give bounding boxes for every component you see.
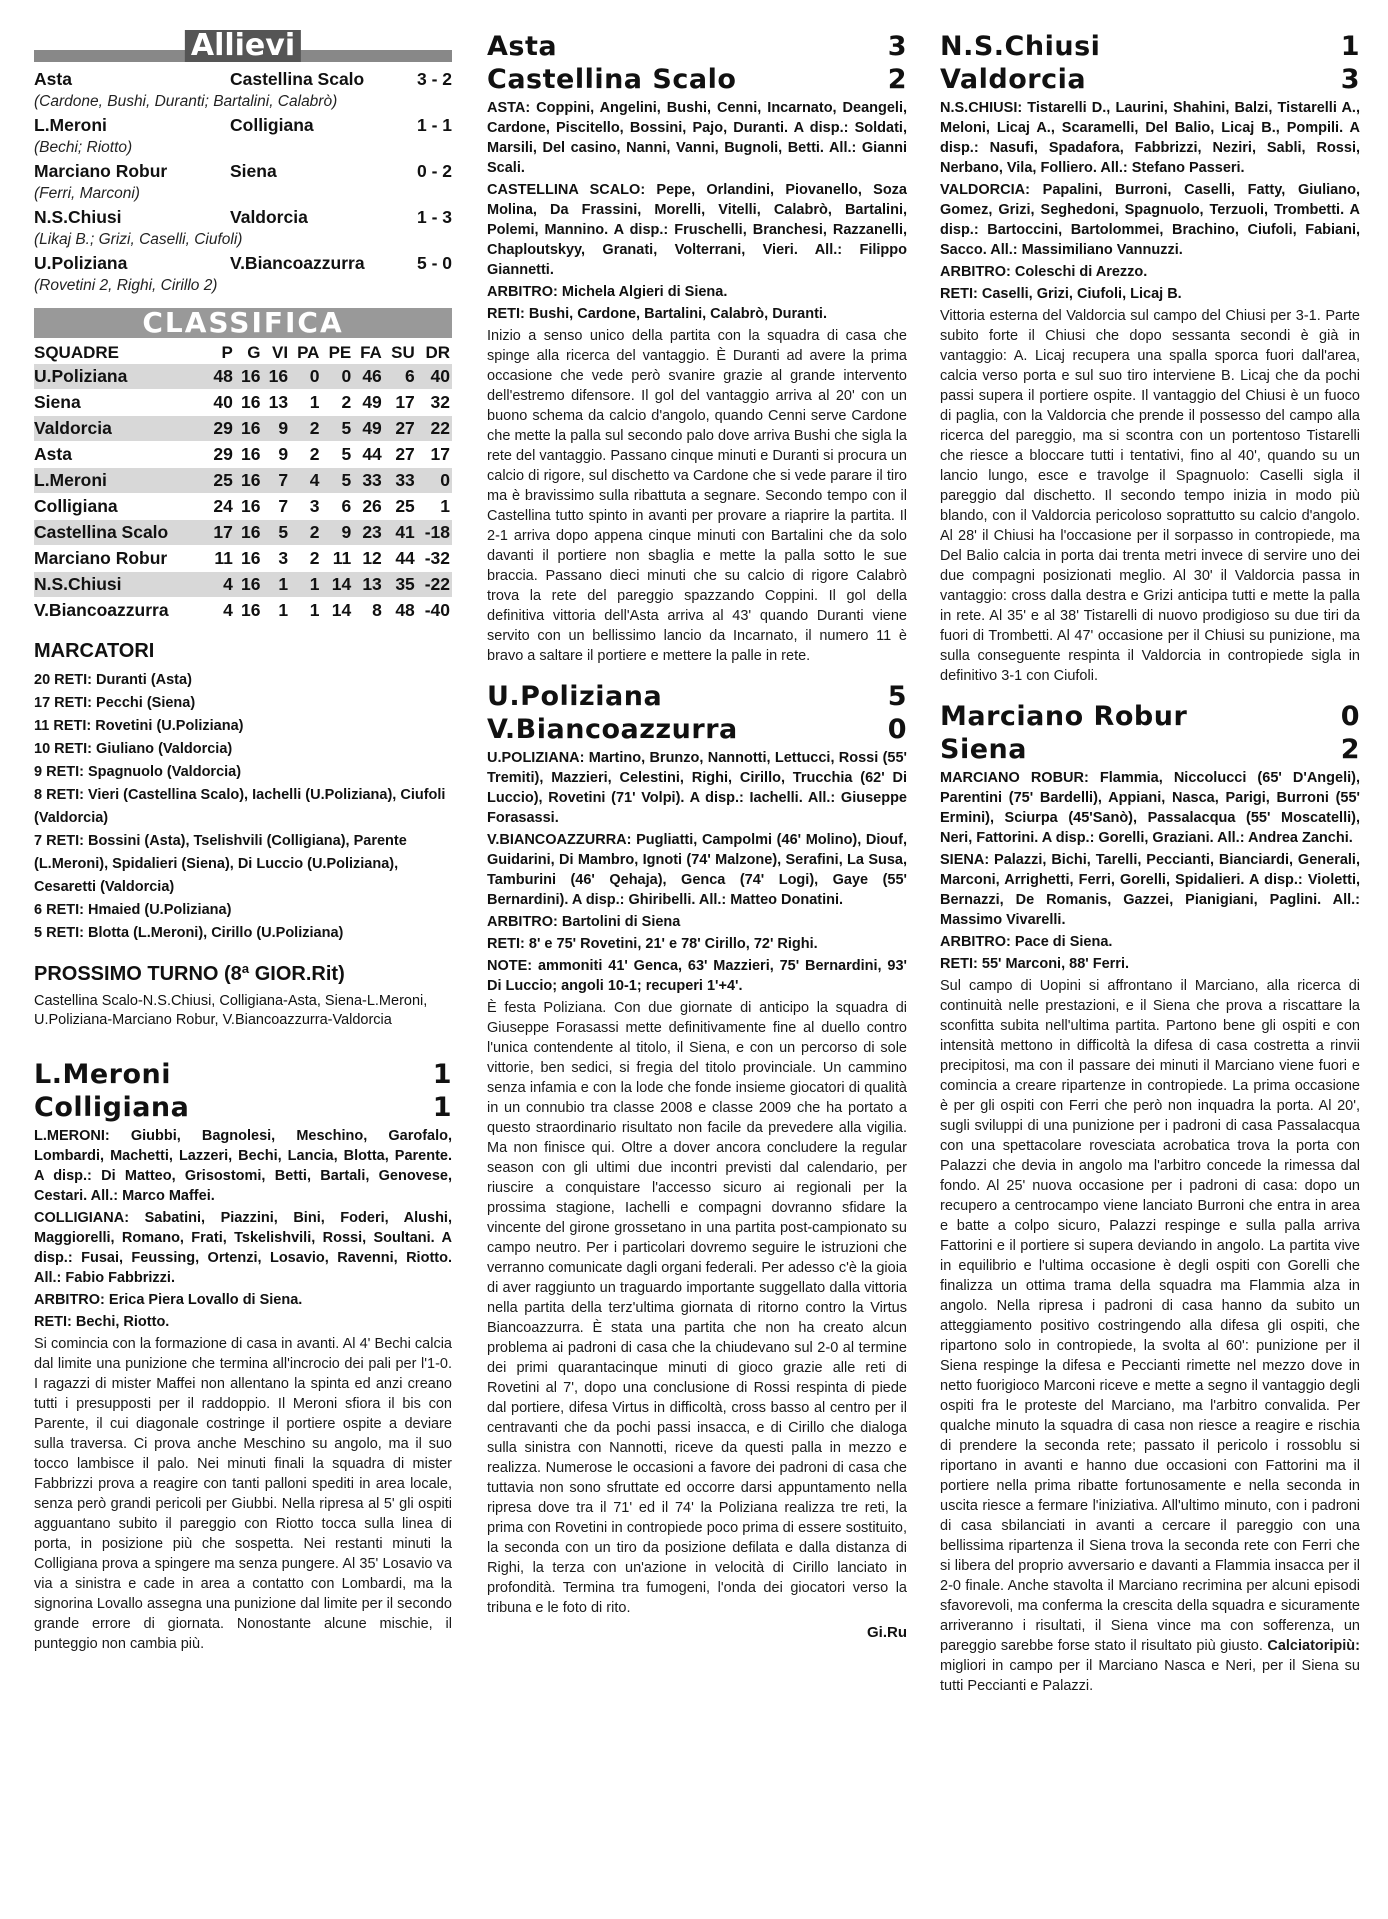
classifica-header-cell: PA: [297, 343, 320, 362]
table-cell: 44: [353, 442, 384, 468]
referee: ARBITRO: Michela Algieri di Siena.: [487, 284, 728, 300]
table-cell: 5: [262, 520, 290, 546]
table-cell: 16: [235, 468, 263, 494]
away-team-name: Colligiana: [34, 1092, 190, 1123]
table-cell: 40: [207, 390, 235, 416]
match-body: [940, 976, 1360, 1696]
goals: RETI: Caselli, Grizi, Ciufoli, Licaj B.: [940, 286, 1182, 302]
match-report-asta: [487, 30, 907, 666]
match-body-text: Sul campo di Uopini si affrontano il Marciano, alla ricerca di continuità nelle prestazioni, e il Siena che prova a riscattare la sconfitta subita nell'ultima partita. Partono bene gli ospiti e con intensità mettono in difficoltà la difesa di casa costretta a rinvii precipitosi, ma con il passare dei minuti il Marciano viene fuori e comincia a creare ripartenze in contropiede. La prima occasione è per gli ospiti con Ferri che però non inquadra la porta. Al 20', sugli sviluppi di una punizione per i padroni di casa Passalacqua con una spettacolare rovesciata acrobatica trova la porta con Palazzi che devia in angolo ma l'arbitro concede la rimessa dal fondo. Al 25' nuova occasione per i padroni di casa: dopo un recupero a centrocampo viene lanciato Burroni che entra in area e batte a colpo sicuro, Palazzi respinge e sulla palla arriva Fattorini e il portiere si supera deviando in angolo. La partita vive in equilibrio e l'ultima occasione è degli ospiti con Gorelli che finalizza un ottima trama della squadra ma Flammia alza in angolo. Nella ripresa i padroni di casa hanno da subito un atteggiamento positivo costringendo alla difesa gli ospiti, che ripartono solo in contropiede, la svolta al 60': punizione per il Siena respinge la difesa e Peccianti rimette nel mezzo dove in netto fuorigioco Marconi riceve e mette a segno il vantaggio degli ospiti fra le proteste del Marciano, ma l'arbitro convalida. Per qualche minuto la squadra di casa non riesce a reagire e rischia di prendere la seconda rete; passato il pericolo i rossoblu si riportano in avanti e hanno due occasioni con Fattorini ma il portiere nella prima ribatte fortunosamente e nella seconda in uscita riesce a fermare l'iniziativa. All'ultimo minuto, con i padroni di casa sbilanciati in avanti a cercare il pareggio con una bellissima ripartenza il Siena trova la seconda rete con Ferri che si libera del proprio avversario e davanti a Flammia insacca per il 2-0 finale. Anche stavolta il Marciano recrimina per alcuni episodi sfavorevoli, ma conferma la crescita della squadra e sicuramente arriveranno i risultati, il Siena vince ma con sofferenza, un pareggio sarebbe forse stato il risultato più giusto.: [940, 978, 1360, 1654]
table-cell: 27: [384, 416, 417, 442]
score: 1 - 1: [416, 115, 452, 135]
table-row: [34, 416, 452, 442]
home-team-score: 0: [1340, 701, 1360, 732]
away-team: Siena: [230, 161, 277, 181]
table-cell: 5: [321, 416, 353, 442]
away-team: Colligiana: [230, 115, 314, 135]
table-cell: 40: [417, 364, 452, 390]
away-team-row: [940, 733, 1360, 766]
away-team-name: Siena: [940, 734, 1027, 765]
table-cell: 17: [417, 442, 452, 468]
home-team: N.S.Chiusi: [34, 207, 122, 227]
away-team: Castellina Scalo: [230, 69, 365, 89]
away-team-name: Castellina Scalo: [487, 64, 737, 95]
home-team-score: 5: [887, 681, 907, 712]
away-team-row: [940, 63, 1360, 96]
match-body: [940, 306, 1360, 686]
home-team-row: [487, 30, 907, 63]
table-cell: 4: [207, 572, 235, 598]
match-body: [487, 998, 907, 1618]
home-team-row: [487, 680, 907, 713]
table-cell: -18: [417, 520, 452, 546]
table-cell: 16: [235, 546, 263, 572]
table-cell: 6: [384, 364, 417, 390]
away-team: V.Biancoazzurra: [230, 253, 365, 273]
classifica-header-cell: DR: [425, 343, 450, 362]
marcatori-line: 11 RETI: Rovetini (U.Poliziana): [34, 718, 244, 734]
result-row: [34, 114, 452, 137]
table-cell: 3: [262, 546, 290, 572]
result-row: [34, 252, 452, 275]
table-cell: 16: [235, 520, 263, 546]
table-cell: 7: [262, 468, 290, 494]
results-list: [34, 68, 452, 296]
table-cell: 24: [207, 494, 235, 520]
marcatori-line: 10 RETI: Giuliano (Valdorcia): [34, 741, 233, 757]
result-scorers: (Cardone, Bushi, Duranti; Bartalini, Calabrò): [34, 93, 338, 110]
table-cell: Colligiana: [34, 494, 207, 520]
home-lineup: U.POLIZIANA: Martino, Brunzo, Nannotti, Lettucci, Rossi (55' Tremiti), Mazzieri, Celestini, Righi, Cirillo, Trucchia (62' Di Luccio), Rovetini (71' Volpi). A disp.: Iachelli. All.: Giuseppe Forasassi.: [487, 750, 907, 826]
result-row: [34, 206, 452, 229]
table-cell: 27: [384, 442, 417, 468]
classifica-table: [34, 342, 452, 624]
table-cell: 2: [290, 416, 321, 442]
table-cell: 48: [384, 598, 417, 624]
table-row: [34, 546, 452, 572]
match-body-text: Vittoria esterna del Valdorcia sul campo del Chiusi per 3-1. Parte subito forte il Chiusi che dopo sessanta secondi è già in vantaggio: A. Licaj recupera una spalla sporca fuori dall'area, calcia verso porta e sul suo tiro interviene B. Licaj che da pochi passi supera il portiere ospite. Il vantaggio del Chiusi è un fuoco di paglia, con la Valdorcia che prende il possesso del campo alla ricerca del pareggio, ma si scontra con un portentoso Tistarelli che riesce a bloccare tutti i tentativi, fino al 40', quando su un lancio lungo, esce e travolge il Spagnuolo: Caselli sigla il pareggio dal dischetto. Il secondo tempo inizia in modo più blando, con il Valdorcia pericoloso soprattutto su calcio d'angolo. Al 28' il Chiusi ha l'occasione per il sorpasso in contropiede, ma Del Balio calcia in porta dai trenta metri invece di servire uno dei due compagni posizionati meglio. Al 30' il Valdorcia passa in vantaggio: cross dalla destra e Grizi anticipa tutti e mette la palla in rete. Al 35' e al 38' Tistarelli di nuovo prodigioso su due tiri da fuori di Trombetti. Al 47' occasione per il Chiusi su punizione, ma sulla conseguente respinta il Valdorcia in contropiede sigla in definitivo 3-1 con Ciufoli.: [940, 308, 1360, 684]
score: 0 - 2: [416, 161, 452, 181]
away-team-score: 2: [1340, 734, 1360, 765]
table-cell: 25: [384, 494, 417, 520]
allievi-title: Allievi: [185, 30, 301, 62]
table-cell: 1: [290, 390, 321, 416]
home-team-row: [940, 30, 1360, 63]
classifica-header-row: [34, 342, 452, 364]
table-row: [34, 598, 452, 624]
table-cell: 4: [290, 468, 321, 494]
table-cell: 35: [384, 572, 417, 598]
referee: ARBITRO: Pace di Siena.: [940, 934, 1113, 950]
result-scorers: (Rovetini 2, Righi, Cirillo 2): [34, 277, 218, 294]
table-cell: 16: [235, 364, 263, 390]
home-team: U.Poliziana: [34, 253, 128, 273]
table-cell: 12: [353, 546, 384, 572]
table-cell: 5: [321, 442, 353, 468]
table-cell: L.Meroni: [34, 468, 207, 494]
table-cell: 1: [290, 572, 321, 598]
table-cell: 16: [235, 598, 263, 624]
home-team: Marciano Robur: [34, 161, 168, 181]
home-lineup: N.S.CHIUSI: Tistarelli D., Laurini, Shahini, Balzi, Tistarelli A., Meloni, Licaj A., Scaramelli, Del Balio, Licaj B., Pompili. A disp.: Nasufi, Spadafora, Fabbrizzi, Neziri, Sabli, Rossi, Nerbano, Vila, Folliero. All.: Stefano Passeri.: [940, 100, 1360, 176]
table-cell: 13: [353, 572, 384, 598]
classifica-header-cell: SQUADRE: [34, 343, 120, 362]
away-team-name: Valdorcia: [940, 64, 1087, 95]
column-right: [940, 30, 1360, 1710]
marcatori-line: 9 RETI: Spagnuolo (Valdorcia): [34, 764, 242, 780]
table-cell: Valdorcia: [34, 416, 207, 442]
table-cell: 9: [262, 416, 290, 442]
marcatori-line: 17 RETI: Pecchi (Siena): [34, 695, 196, 711]
table-cell: 0: [290, 364, 321, 390]
classifica-header-cell: G: [247, 343, 261, 362]
table-cell: 14: [321, 572, 353, 598]
home-team-name: L.Meroni: [34, 1059, 171, 1090]
match-body: [34, 1334, 452, 1654]
table-cell: -40: [417, 598, 452, 624]
home-team: Asta: [34, 69, 72, 89]
table-cell: 16: [235, 390, 263, 416]
table-cell: 41: [384, 520, 417, 546]
home-team-name: Marciano Robur: [940, 701, 1188, 732]
prossimo-turno-text: Castellina Scalo-N.S.Chiusi, Colligiana-Asta, Siena-L.Meroni, U.Poliziana-Marciano Robur, V.Biancoazzurra-Valdorcia: [34, 993, 428, 1028]
match-body-text: Si comincia con la formazione di casa in avanti. Al 4' Bechi calcia dal limite una punizione che termina all'incrocio dei pali per l'1-0. I ragazzi di mister Maffei non allentano la spinta ed anzi creano tutti i presupposti per il raddoppio. Il Meroni sfiora il bis con Parente, il cui diagonale costringe il portiere ospite a deviare sulla traversa. Ci prova anche Meschino su angolo, ma il suo tocco lambisce il palo. Nei minuti finali la squadra di mister Fabbrizzi prova a reagire con tanti palloni spediti in area locale, senza però grandi pericoli per Giubbi. Nella ripresa al 5' gli ospiti agguantano subito il pareggio con Riotto tocca sulla linea di porta, in posizione più che sospetta. Nei restanti minuti la Colligiana prova a spingere ma senza pungere. Al 35' Losavio va via a sinistra e cade in area a contatto con Lombardi, ma la signorina Lovallo assegna una punizione dal limite per il secondo grande errore di giornata. Nonostante alcune mischie, il punteggio non cambia più.: [34, 1336, 452, 1652]
marcatori-title: MARCATORI: [34, 640, 155, 662]
result-scorers: (Bechi; Riotto): [34, 139, 133, 156]
home-team-name: U.Poliziana: [487, 681, 663, 712]
table-cell: 48: [207, 364, 235, 390]
score: 3 - 2: [416, 69, 452, 89]
table-cell: 17: [384, 390, 417, 416]
table-cell: 0: [321, 364, 353, 390]
table-cell: 16: [235, 494, 263, 520]
column-left: [34, 30, 452, 1668]
author-signature: Gi.Ru: [867, 1624, 907, 1641]
table-cell: 33: [384, 468, 417, 494]
away-team-name: V.Biancoazzurra: [487, 714, 738, 745]
goals: RETI: 8' e 75' Rovetini, 21' e 78' Cirillo, 72' Righi.: [487, 936, 818, 952]
goals: RETI: 55' Marconi, 88' Ferri.: [940, 956, 1130, 972]
marcatori-line: 5 RETI: Blotta (L.Meroni), Cirillo (U.Poliziana): [34, 925, 344, 941]
goals: RETI: Bushi, Cardone, Bartalini, Calabrò, Duranti.: [487, 306, 827, 322]
table-cell: 11: [321, 546, 353, 572]
away-team-row: [34, 1091, 452, 1124]
table-cell: 49: [353, 390, 384, 416]
table-cell: 32: [417, 390, 452, 416]
classifica-header-cell: FA: [360, 343, 382, 362]
classifica-header-cell: SU: [391, 343, 415, 362]
table-cell: 5: [321, 468, 353, 494]
score: 5 - 0: [416, 253, 452, 273]
table-row: [34, 520, 452, 546]
match-body-text: Inizio a senso unico della partita con la squadra di casa che spinge alla ricerca del vantaggio. È Duranti ad avere la prima occasione che vede però svanire grazie al grande intervento dell'estremo difensore. Il gol del vantaggio arriva al 20' con un buono schema da calcio d'angolo, quando Cenni serve Cardone che mette la palla sul secondo palo dove arriva Bushi che sigla la rete del vantaggio. Passano cinque minuti e Duranti si procura un calcio di rigore, sul dischetto va Cardone che si vede parare il tiro ma è bravissimo sulla ribattuta a segnare. Secondo tempo con il Castellina tutto spinto in avanti per provare a riaprire la partita. Il 2-1 arriva dopo appena cinque minuti con Bartalini che da solo davanti il portiere non sbaglia e mette la palla sotto le sue braccia. Passano dieci minuti che su calcio di rigore Calabrò trova la rete del pareggio spazzando Coppini. Il gol della definitiva vittoria dell'Asta arriva al 43' quando Duranti viene servito con un bellissimo lancio da Incarnato, il numero 11 è bravo a saltare il portiere e mettere la palle in rete.: [487, 328, 907, 664]
table-cell: 4: [207, 598, 235, 624]
table-cell: 6: [321, 494, 353, 520]
table-cell: 0: [417, 468, 452, 494]
away-lineup: V.BIANCOAZZURRA: Pugliatti, Campolmi (46' Molino), Diouf, Guidarini, Di Mambro, Ignoti (74' Malzone), Serafini, La Susa, Tamburini (46' Qehaja), Genca (74' Logi), Gaye (55' Bernardini). A disp.: Ghiribelli. All.: Matteo Donatini.: [487, 832, 907, 908]
match-body-text: È festa Poliziana. Con due giornate di anticipo la squadra di Giuseppe Forasassi mette definitivamente fine al duello contro l'unica contendente al titolo, il Siena, e con un percorso di sole vittorie, ben sedici, si fregia del titolo provinciale. Un cammino senza infamia e con la lode che fonde insieme giocatori di qualità in un connubio tra classe 2008 e classe 2009 che ha portato a questo straordinario risultato non facile da prevedere alla vigilia. Ma non finisce qui. Oltre a dover ancora concludere la regular season con gli ultimi due incontri previsti dal calendario, per riuscire a conquistare l'accesso sicuro ai regionali per la prossima stagione, Iachelli e compagni dovranno sfidare la vincente del girone grossetano in una partita post-campionato su campo neutro. Per i particolari dovremo seguire le istruzioni che verranno comunicate dagli organi federali. Per adesso c'è la gioia di aver raggiunto un traguardo importante suggellato dalla vittoria nella partita della terz'ultima giornata di ritorno contro la Virtus Biancoazzurra. È stata una partita che non ha creato alcun problema ai padroni di casa che la chiudevano sul 2-0 al termine dei primi quarantacinque minuti di gioco grazie alle reti di Rovetini al 7', dopo una conclusione di Rossi respinta di piede dal portiere, difesa Virtus in difficoltà, cross basso al centro per il centravanti che da pochi passi insacca, e di Cirillo che dialoga sulla sinistra con Nannotti, riceve da questi palla in mezzo e realizza. Numerose le occasioni a favore dei padroni di casa che tuttavia non sono sfruttate ed occorre darsi appuntamento nella ripresa dove tra il 71' ed il 74' la Poliziana realizza tre reti, la prima con Rovetini in contropiede poco prima di essere sostituito, la seconda con un tiro da posizione defilata e dalla distanza di Righi, la terza con un'azione in velocità di Cirillo lanciato in profondità. Termina tra fumogeni, l'onda dei giocatori verso la tribuna e le foto di rito.: [487, 1000, 907, 1616]
table-cell: 16: [235, 442, 263, 468]
table-cell: 2: [290, 546, 321, 572]
table-cell: 26: [353, 494, 384, 520]
home-team-name: N.S.Chiusi: [940, 31, 1101, 62]
away-lineup: VALDORCIA: Papalini, Burroni, Caselli, Fatty, Giuliano, Gomez, Grizi, Seghedoni, Spagnuolo, Terzuoli, Trombetti. A disp.: Bartoccini, Bartolommei, Brachino, Ciufoli, Fabiani, Sacco. All.: Massimiliano Vannuzzi.: [940, 182, 1360, 258]
table-cell: 13: [262, 390, 290, 416]
table-cell: N.S.Chiusi: [34, 572, 207, 598]
table-cell: 44: [384, 546, 417, 572]
classifica-header-cell: PE: [328, 343, 352, 362]
table-cell: 16: [262, 364, 290, 390]
table-cell: 9: [321, 520, 353, 546]
table-cell: 3: [290, 494, 321, 520]
table-row: [34, 364, 452, 390]
home-team-score: 1: [1340, 31, 1360, 62]
classifica-header-cell: P: [221, 343, 233, 362]
referee: ARBITRO: Erica Piera Lovallo di Siena.: [34, 1292, 303, 1308]
away-lineup: SIENA: Palazzi, Bichi, Tarelli, Peccianti, Bianciardi, Generali, Marconi, Arrighetti, Ferri, Gorelli, Spidalieri. A disp.: Violetti, Bernazzi, De Romanis, Gazzei, Pianigiani, Paglini. All.: Massimo Vivarelli.: [940, 852, 1360, 928]
goals: RETI: Bechi, Riotto.: [34, 1314, 170, 1330]
table-row: [34, 390, 452, 416]
home-team-row: [34, 1058, 452, 1091]
allievi-banner: [34, 30, 452, 64]
result-row: [34, 68, 452, 91]
referee: ARBITRO: Bartolini di Siena: [487, 914, 681, 930]
table-row: [34, 442, 452, 468]
home-lineup: L.MERONI: Giubbi, Bagnolesi, Meschino, Garofalo, Lombardi, Machetti, Lazzeri, Bechi, Lancia, Blotta, Parente. A disp.: Di Matteo, Grisostomi, Betti, Bartali, Genovese, Cestari. All.: Marco Maffei.: [34, 1128, 452, 1204]
classifica-title: CLASSIFICA: [34, 308, 452, 338]
marcatori-line: 6 RETI: Hmaied (U.Poliziana): [34, 902, 232, 918]
players-of-match-text: migliori in campo per il Marciano Nasca e Neri, per il Siena su tutti Peccianti e Palazzi.: [940, 1658, 1360, 1694]
match-report-marciano: [940, 700, 1360, 1696]
referee: ARBITRO: Coleschi di Arezzo.: [940, 264, 1148, 280]
marcatori-line: 20 RETI: Duranti (Asta): [34, 672, 192, 688]
table-cell: 7: [262, 494, 290, 520]
table-cell: 2: [321, 390, 353, 416]
match-report-chiusi: [940, 30, 1360, 686]
table-cell: U.Poliziana: [34, 364, 207, 390]
table-cell: Marciano Robur: [34, 546, 207, 572]
table-row: [34, 468, 452, 494]
table-cell: 17: [207, 520, 235, 546]
table-cell: 1: [417, 494, 452, 520]
table-cell: -32: [417, 546, 452, 572]
prossimo-turno-title: PROSSIMO TURNO (8ª GIOR.Rit): [34, 963, 345, 985]
table-cell: 25: [207, 468, 235, 494]
away-team-row: [487, 713, 907, 746]
table-row: [34, 494, 452, 520]
away-team-score: 2: [887, 64, 907, 95]
marcatori-line: 7 RETI: Bossini (Asta), Tselishvili (Colligiana), Parente (L.Meroni), Spidalieri (Siena), Di Luccio (U.Poliziana), Cesaretti (Valdorcia): [34, 833, 407, 895]
table-cell: -22: [417, 572, 452, 598]
home-team-score: 3: [887, 31, 907, 62]
table-row: [34, 572, 452, 598]
table-cell: 11: [207, 546, 235, 572]
table-cell: 1: [262, 598, 290, 624]
home-team-row: [940, 700, 1360, 733]
table-cell: Asta: [34, 442, 207, 468]
home-team-score: 1: [432, 1059, 452, 1090]
match-report-meroni: [34, 1058, 452, 1654]
home-team: L.Meroni: [34, 115, 107, 135]
table-cell: Castellina Scalo: [34, 520, 207, 546]
away-team-score: 0: [887, 714, 907, 745]
away-lineup: CASTELLINA SCALO: Pepe, Orlandini, Piovanello, Soza Molina, Da Frassini, Morelli, Vitelli, Calabrò, Bartalini, Polemi, Mannino. A disp.: Fruschelli, Branchesi, Razzanelli, Chaploutskyy, Granati, Volterrani, Vieri. All.: Filippo Giannetti.: [487, 182, 907, 278]
score: 1 - 3: [416, 207, 452, 227]
table-cell: Siena: [34, 390, 207, 416]
table-cell: 1: [290, 598, 321, 624]
column-middle: [487, 30, 907, 1655]
table-cell: 46: [353, 364, 384, 390]
away-team-score: 3: [1340, 64, 1360, 95]
table-cell: 33: [353, 468, 384, 494]
table-cell: 49: [353, 416, 384, 442]
home-lineup: MARCIANO ROBUR: Flammia, Niccolucci (65' D'Angeli), Parentini (75' Bardelli), Appiani, Nasca, Parigi, Burroni (55' Ermini), Sciurpa (45'Sanò), Passalacqua (55' Moscatelli), Neri, Fattorini. A disp.: Gorelli, Graziani. All.: Andrea Zanchi.: [940, 770, 1360, 846]
home-lineup: ASTA: Coppini, Angelini, Bushi, Cenni, Incarnato, Deangeli, Cardone, Piscitello, Bossini, Pajo, Duranti. A disp.: Soldati, Marsili, Del casino, Nanni, Vanni, Bugnoli, Betti. All.: Gianni Scali.: [487, 100, 907, 176]
result-row: [34, 160, 452, 183]
players-of-match-label: Calciatoripiù:: [1267, 1638, 1360, 1654]
away-team-row: [487, 63, 907, 96]
table-cell: 23: [353, 520, 384, 546]
away-team: Valdorcia: [230, 207, 308, 227]
away-team-score: 1: [432, 1092, 452, 1123]
table-cell: 2: [290, 520, 321, 546]
classifica-header-cell: VI: [272, 343, 289, 362]
table-cell: 16: [235, 416, 263, 442]
match-body: [487, 326, 907, 666]
away-lineup: COLLIGIANA: Sabatini, Piazzini, Bini, Foderi, Alushi, Maggiorelli, Romano, Frati, Tskelishvili, Rossi, Soultani. A disp.: Fusai, Feussing, Ortenzi, Losavio, Ravenni, Riotto. All.: Fabio Fabbrizzi.: [34, 1210, 452, 1286]
result-scorers: (Likaj B.; Grizi, Caselli, Ciufoli): [34, 231, 243, 248]
table-cell: 22: [417, 416, 452, 442]
match-report-poliziana: [487, 680, 907, 1641]
result-scorers: (Ferri, Marconi): [34, 185, 140, 202]
table-cell: V.Biancoazzurra: [34, 598, 207, 624]
home-team-name: Asta: [487, 31, 558, 62]
notes: NOTE: ammoniti 41' Genca, 63' Mazzieri, 75' Bernardini, 93' Di Luccio; angoli 10-1; recuperi 1'+4'.: [487, 958, 907, 994]
table-cell: 1: [262, 572, 290, 598]
table-cell: 29: [207, 442, 235, 468]
table-cell: 14: [321, 598, 353, 624]
table-cell: 16: [235, 572, 263, 598]
table-cell: 9: [262, 442, 290, 468]
table-cell: 2: [290, 442, 321, 468]
table-cell: 8: [353, 598, 384, 624]
marcatori-list: [34, 669, 452, 945]
marcatori-line: 8 RETI: Vieri (Castellina Scalo), Iachelli (U.Poliziana), Ciufoli (Valdorcia): [34, 787, 446, 826]
table-cell: 29: [207, 416, 235, 442]
